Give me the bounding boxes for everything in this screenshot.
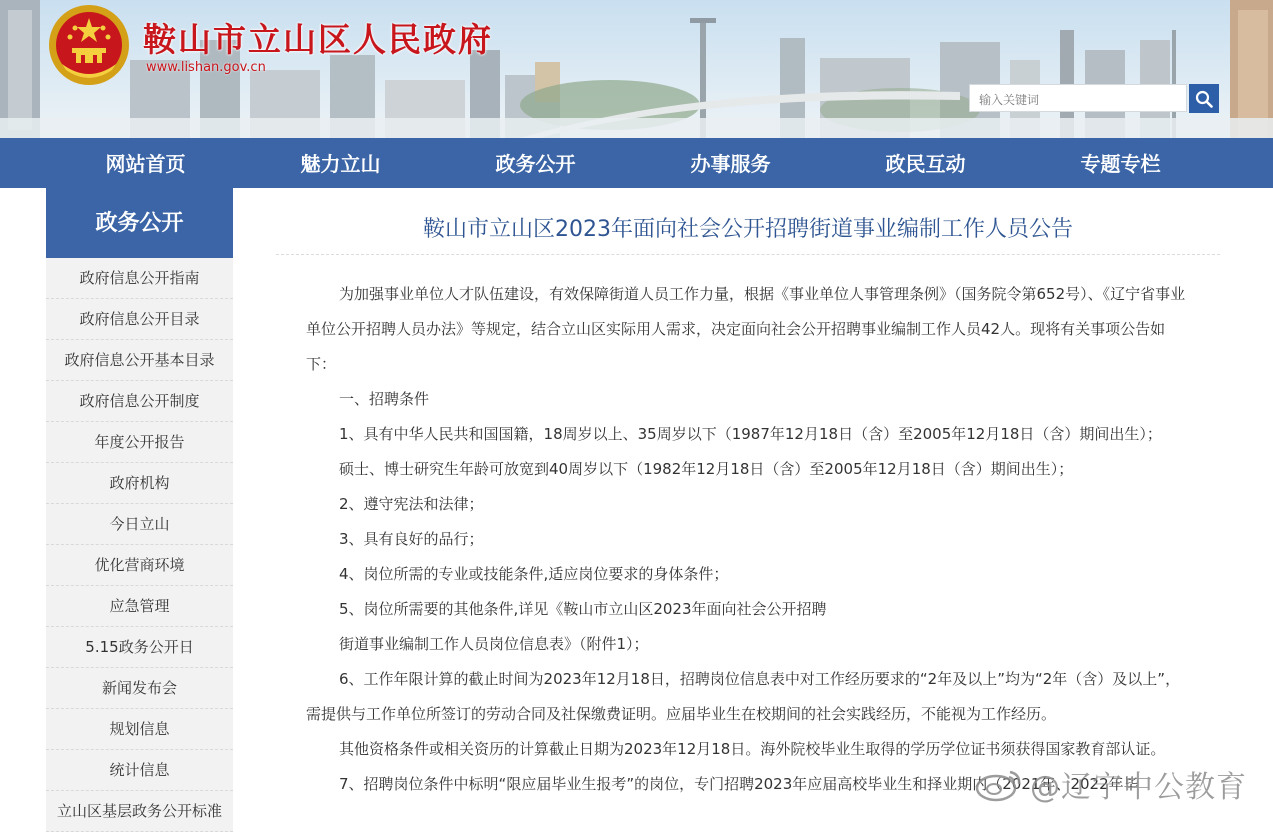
sidebar-item[interactable]: 应急管理 bbox=[46, 586, 233, 627]
header-banner bbox=[0, 0, 1273, 138]
article-title: 鞍山市立山区2023年面向社会公开招聘街道事业编制工作人员公告 bbox=[423, 217, 1073, 242]
nav-topics[interactable]: 专题专栏 bbox=[1080, 152, 1161, 176]
sidebar-item[interactable]: 立山区基层政务公开标准 bbox=[46, 791, 233, 832]
title-divider bbox=[276, 254, 1220, 255]
sidebar-menu bbox=[46, 258, 233, 832]
search-input[interactable]: 输入关键词 bbox=[969, 84, 1187, 112]
article-paragraph: 4、岗位所需的专业或技能条件,适应岗位要求的身体条件； bbox=[339, 565, 729, 583]
article-paragraph: 3、具有良好的品行； bbox=[339, 530, 484, 548]
sidebar-item[interactable]: 政府机构 bbox=[46, 463, 233, 504]
watermark-text: @辽宁中公教育 bbox=[1030, 770, 1247, 805]
search-icon bbox=[1195, 90, 1213, 108]
weibo-watermark bbox=[974, 764, 1247, 804]
article-paragraph: 一、招聘条件 bbox=[339, 390, 430, 408]
article-paragraph: 7、招聘岗位条件中标明“限应届毕业生报考”的岗位，专门招聘2023年应届高校毕业生和择业期内（2021年、2022年毕 bbox=[339, 775, 1139, 793]
sidebar-item[interactable]: 今日立山 bbox=[46, 504, 233, 545]
national-emblem-icon bbox=[48, 4, 130, 86]
nav-gov-affairs[interactable]: 政务公开 bbox=[495, 152, 576, 176]
sidebar-item[interactable]: 政府信息公开目录 bbox=[46, 299, 233, 340]
main-nav bbox=[0, 138, 1273, 188]
sidebar-item[interactable]: 5.15政务公开日 bbox=[46, 627, 233, 668]
nav-interaction[interactable]: 政民互动 bbox=[885, 152, 966, 176]
nav-charm-lishan[interactable]: 魅力立山 bbox=[300, 152, 381, 176]
article-paragraph: 为加强事业单位人才队伍建设，有效保障街道人员工作力量，根据《事业单位人事管理条例》（国务院令第652号）、《辽宁省事业单位公开招聘人员办法》等规定，结合立山区实际用人需求，决定面向社会公开招聘事业编制工作人员42人。现将有关事项公告如下： bbox=[306, 285, 1186, 373]
article-paragraph: 街道事业编制工作人员岗位信息表》（附件1）； bbox=[339, 635, 649, 653]
article-paragraph: 1、具有中华人民共和国国籍，18周岁以上、35周岁以下（1987年12月18日（含）至2005年12月18日（含）期间出生）； bbox=[339, 425, 1162, 443]
sidebar-item[interactable]: 政府信息公开制度 bbox=[46, 381, 233, 422]
sidebar-item[interactable]: 规划信息 bbox=[46, 709, 233, 750]
article-paragraph: 5、岗位所需要的其他条件,详见《鞍山市立山区2023年面向社会公开招聘 bbox=[339, 600, 827, 618]
sidebar-item[interactable]: 政府信息公开基本目录 bbox=[46, 340, 233, 381]
sidebar-item[interactable]: 优化营商环境 bbox=[46, 545, 233, 586]
nav-home[interactable]: 网站首页 bbox=[105, 152, 186, 176]
site-url[interactable]: www.lishan.gov.cn bbox=[146, 60, 266, 75]
article-paragraph: 2、遵守宪法和法律； bbox=[339, 495, 484, 513]
weibo-logo-icon bbox=[974, 766, 1024, 802]
article-body bbox=[306, 277, 1192, 802]
sidebar-title: 政务公开 bbox=[46, 188, 233, 258]
article-paragraph: 6、工作年限计算的截止时间为2023年12月18日，招聘岗位信息表中对工作经历要求的“2年及以上”均为“2年（含）及以上”，需提供与工作单位所签订的劳动合同及社保缴费证明。应届毕业生在校期间的社会实践经历，不能视为工作经历。 bbox=[306, 670, 1181, 723]
sidebar-item[interactable]: 新闻发布会 bbox=[46, 668, 233, 709]
article-paragraph: 硕士、博士研究生年龄可放宽到40周岁以下（1982年12月18日（含）至2005年12月18日（含）期间出生）； bbox=[339, 460, 1074, 478]
site-title[interactable]: 鞍山市立山区人民政府 bbox=[143, 20, 493, 59]
sidebar-item[interactable]: 统计信息 bbox=[46, 750, 233, 791]
sidebar-item[interactable]: 政府信息公开指南 bbox=[46, 258, 233, 299]
article-paragraph: 其他资格条件或相关资历的计算截止日期为2023年12月18日。海外院校毕业生取得的学历学位证书须获得国家教育部认证。 bbox=[339, 740, 1166, 758]
search-button[interactable] bbox=[1189, 84, 1219, 113]
sidebar-item[interactable]: 年度公开报告 bbox=[46, 422, 233, 463]
nav-services[interactable]: 办事服务 bbox=[690, 152, 771, 176]
